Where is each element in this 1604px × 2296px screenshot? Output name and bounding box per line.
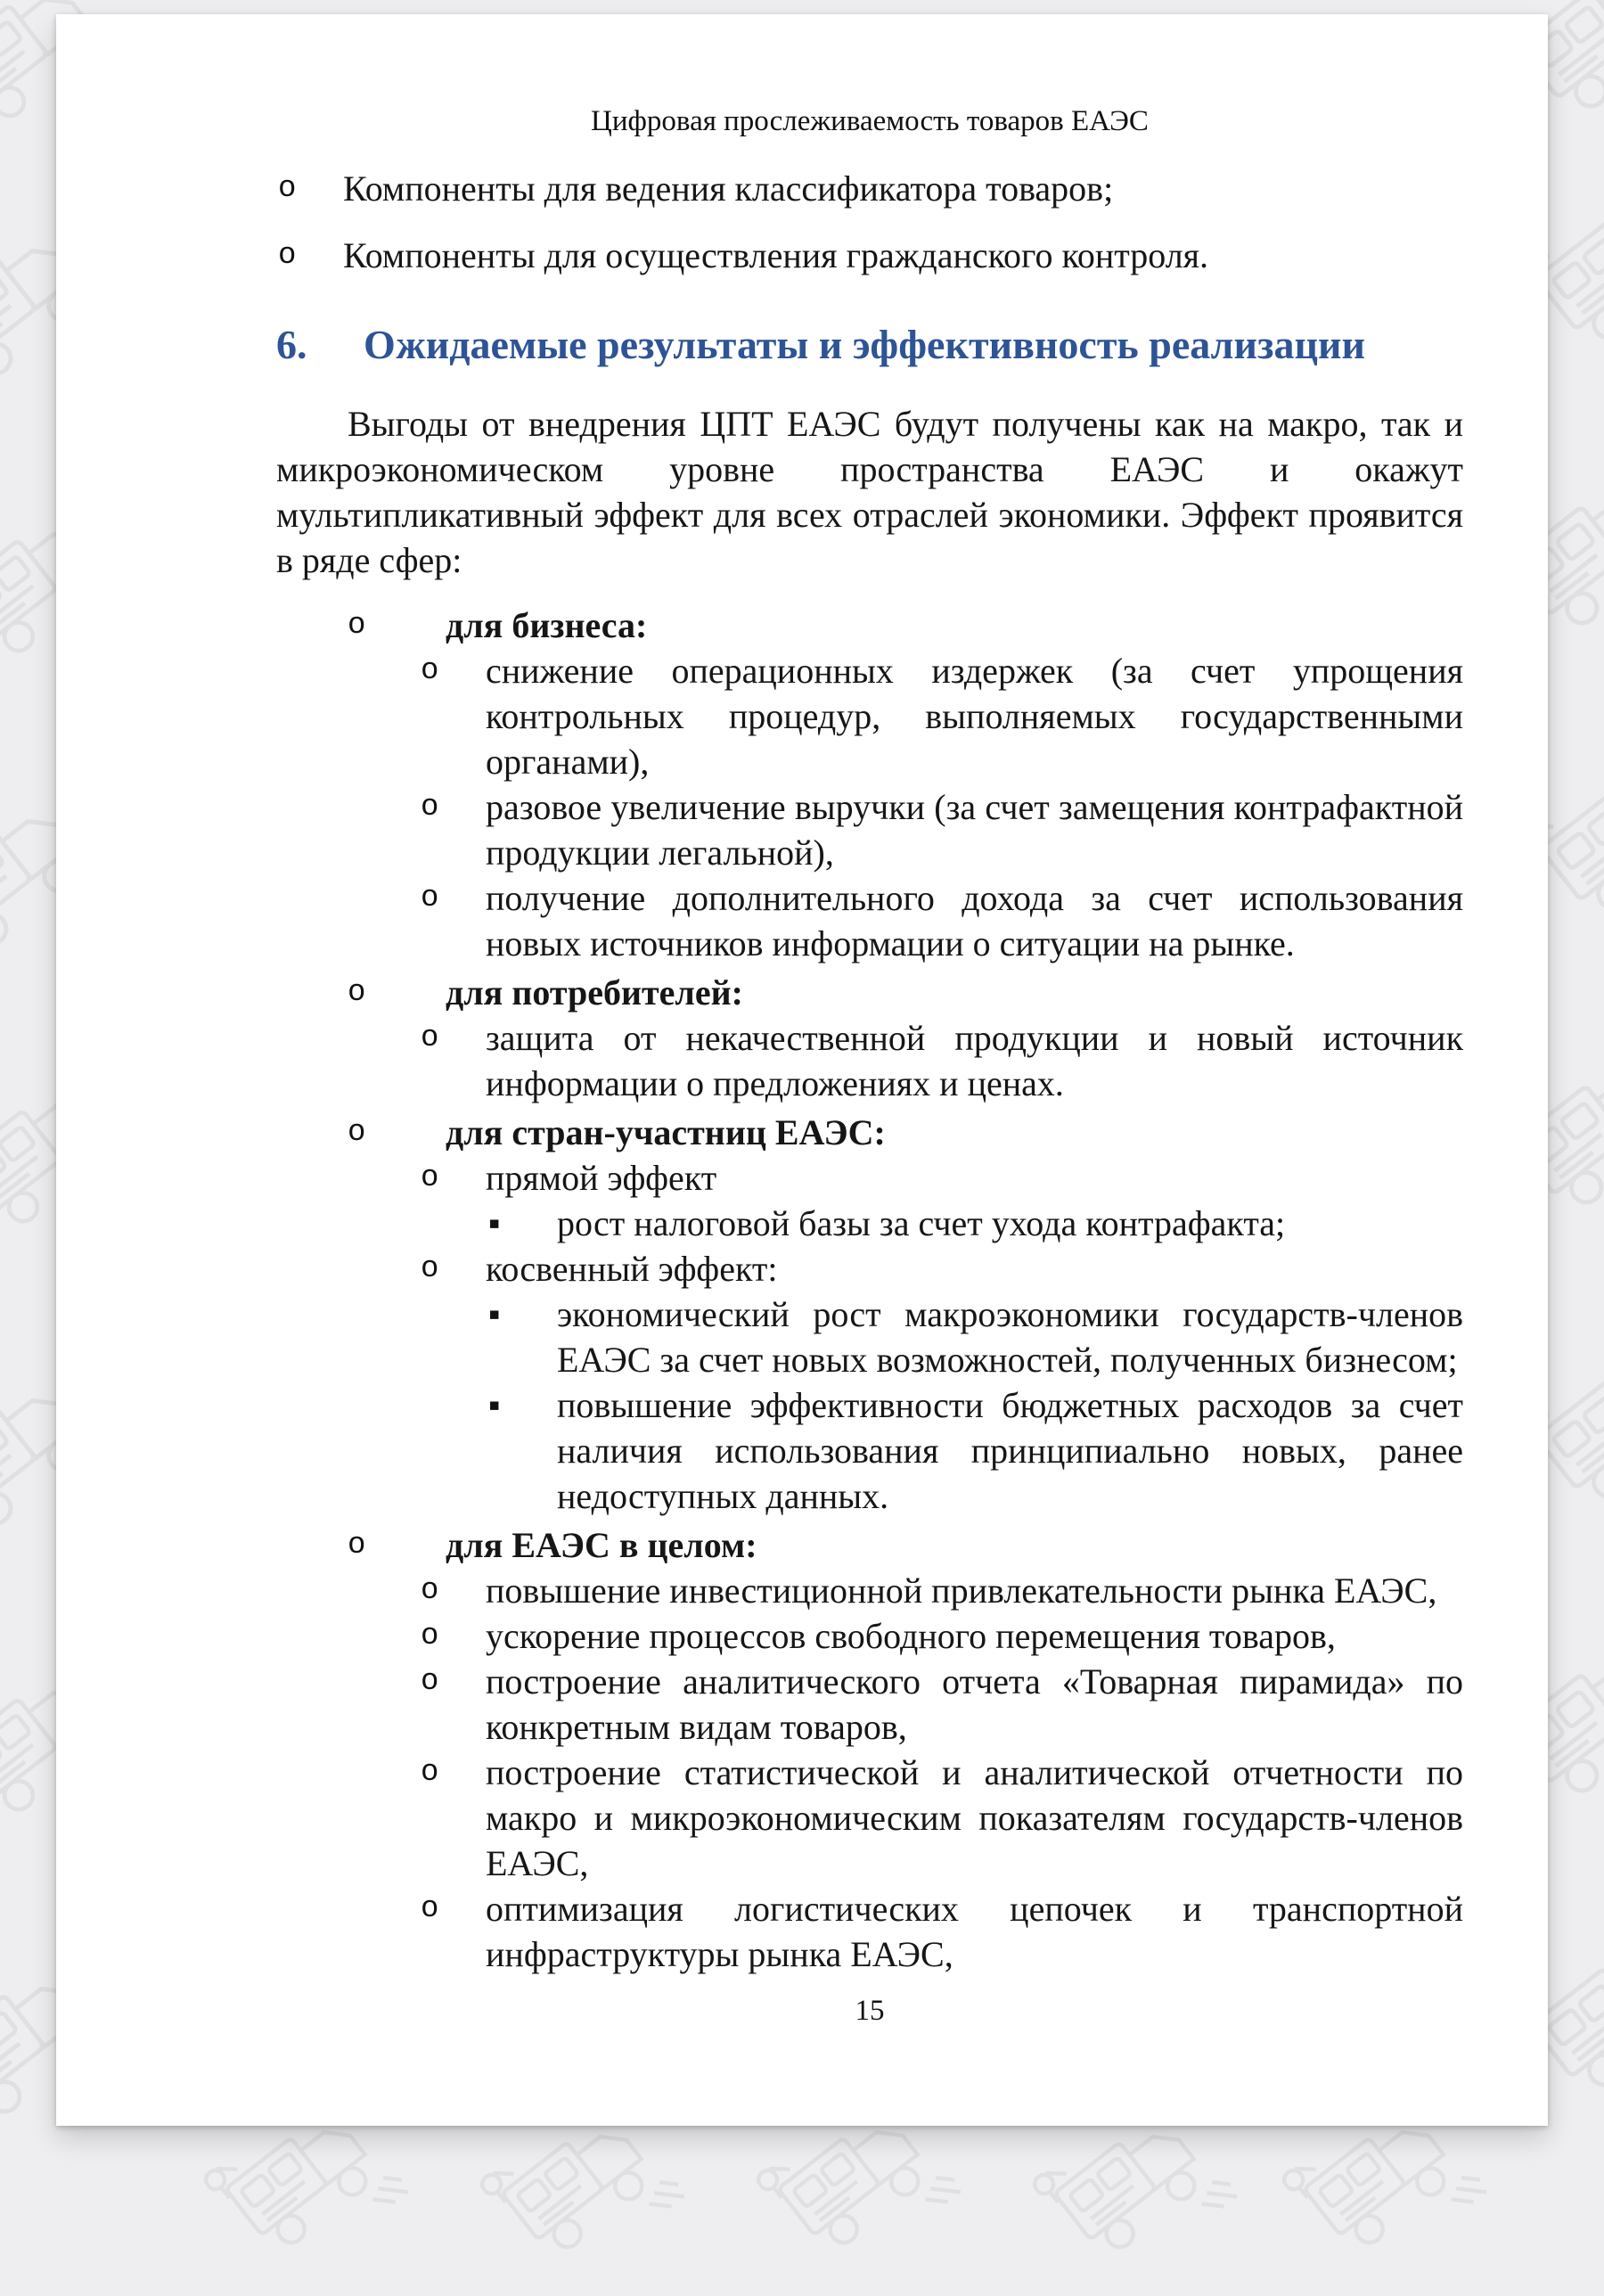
- circle-bullet-icon: o: [278, 239, 297, 273]
- list-item: [276, 1382, 1463, 1519]
- list-item: [276, 1201, 1463, 1246]
- list-item: [276, 1659, 1463, 1750]
- list-item: [276, 1292, 1463, 1382]
- circle-bullet-icon: o: [348, 609, 366, 643]
- list-item-text: получение дополнительного дохода за счет использования новых источников информации о ситуации на рынке.: [486, 878, 1463, 964]
- list-item-text: экономический рост макроэкономики государств-членов ЕАЭС за счет новых возможностей, полученных бизнесом;: [557, 1294, 1463, 1380]
- square-bullet-icon: ▪: [488, 1296, 501, 1333]
- benefits-list: [276, 603, 1463, 1977]
- list-item: [276, 970, 1463, 1015]
- circle-bullet-icon: o: [421, 1756, 439, 1790]
- circle-bullet-icon: o: [421, 882, 439, 915]
- circle-bullet-icon: o: [421, 1892, 439, 1926]
- list-item: [276, 166, 1463, 211]
- list-item: [276, 1246, 1463, 1292]
- list-item: [276, 648, 1463, 784]
- running-header: Цифровая прослеживаемость товаров ЕАЭС: [591, 105, 1149, 137]
- circle-bullet-icon: o: [421, 791, 439, 824]
- list-item: [276, 603, 1463, 648]
- list-item-text: построение статистической и аналитической отчетности по макро и микроэкономическим показателям государств-членов ЕАЭС,: [486, 1752, 1463, 1883]
- circle-bullet-icon: o: [421, 1161, 439, 1195]
- list-item: [276, 784, 1463, 875]
- section-title: Ожидаемые результаты и эффективность реализации: [364, 322, 1365, 367]
- list-item: [276, 875, 1463, 966]
- list-item-text: оптимизация логистических цепочек и транспортной инфраструктуры рынка ЕАЭС,: [486, 1889, 1463, 1974]
- circle-bullet-icon: o: [421, 1252, 439, 1286]
- list-item-text: повышение инвестиционной привлекательности рынка ЕАЭС,: [486, 1570, 1437, 1611]
- list-item-text: прямой эффект: [486, 1158, 717, 1198]
- circle-bullet-icon: o: [421, 654, 439, 688]
- section-heading: [276, 319, 1463, 371]
- square-bullet-icon: ▪: [488, 1205, 501, 1242]
- list-item: [276, 1110, 1463, 1155]
- circle-bullet-icon: o: [348, 1116, 366, 1150]
- circle-bullet-icon: o: [348, 976, 366, 1010]
- list-item-text: Компоненты для осуществления гражданского контроля.: [343, 235, 1209, 275]
- list-item: [276, 1522, 1463, 1568]
- list-item-text: рост налоговой базы за счет ухода контрафакта;: [557, 1203, 1286, 1243]
- list-item-text: построение аналитического отчета «Товарная пирамида» по конкретным видам товаров,: [486, 1661, 1463, 1747]
- list-item: [276, 1886, 1463, 1977]
- list-item-text: для ЕАЭС в целом:: [446, 1525, 757, 1565]
- list-item: [276, 233, 1463, 278]
- intro-paragraph: Выгоды от внедрения ЦПТ ЕАЭС будут получены как на макро, так и микроэкономическом уровне пространства ЕАЭС и окажут мультипликативный эффект для всех отраслей экономики. Эффект проявится в ряде сфер:: [276, 404, 1463, 580]
- list-item-text: снижение операционных издержек (за счет упрощения контрольных процедур, выполняемых государственными органами),: [486, 651, 1463, 782]
- circle-bullet-icon: o: [278, 172, 297, 206]
- list-item-text: защита от некачественной продукции и новый источник информации о предложениях и ценах.: [486, 1018, 1463, 1103]
- circle-bullet-icon: o: [421, 1021, 439, 1055]
- list-item: [276, 1015, 1463, 1106]
- list-item-text: ускорение процессов свободного перемещения товаров,: [486, 1616, 1336, 1656]
- list-item-text: косвенный эффект:: [486, 1249, 778, 1289]
- list-item: [276, 1568, 1463, 1613]
- list-item-text: разовое увеличение выручки (за счет замещения контрафактной продукции легальной),: [486, 787, 1463, 873]
- list-item: [276, 1613, 1463, 1659]
- list-item-text: Компоненты для ведения классификатора товаров;: [343, 168, 1114, 209]
- list-item: [276, 1155, 1463, 1201]
- circle-bullet-icon: o: [421, 1665, 439, 1699]
- circle-bullet-icon: o: [421, 1620, 439, 1653]
- list-item: [276, 1750, 1463, 1886]
- circle-bullet-icon: o: [348, 1529, 366, 1562]
- list-item-text: для потребителей:: [446, 972, 743, 1013]
- document-page: [56, 14, 1548, 2126]
- page-number: 15: [855, 1995, 885, 2027]
- intro-list: [276, 166, 1463, 278]
- list-item-text: для стран-участниц ЕАЭС:: [446, 1112, 886, 1152]
- square-bullet-icon: ▪: [488, 1387, 501, 1424]
- list-item-text: повышение эффективности бюджетных расходов за счет наличия использования принципиально новых, ранее недоступных данных.: [557, 1385, 1463, 1516]
- list-item-text: для бизнеса:: [446, 605, 648, 645]
- circle-bullet-icon: o: [421, 1574, 439, 1608]
- section-number: 6.: [276, 322, 307, 367]
